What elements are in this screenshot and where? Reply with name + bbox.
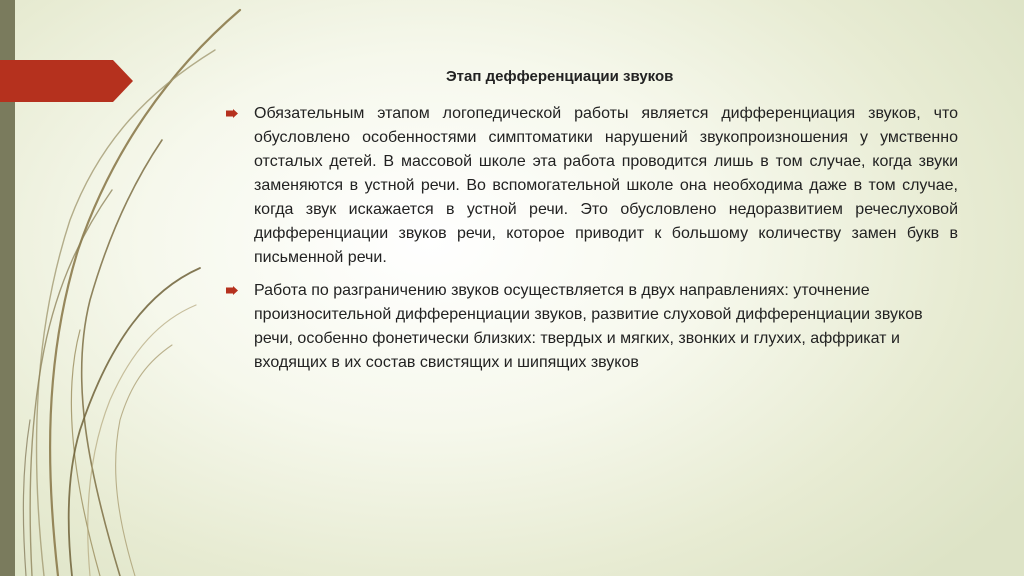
accent-arrow-banner — [0, 0, 140, 110]
arrow-bullet-icon — [226, 286, 238, 295]
arrow-bullet-icon — [226, 109, 238, 118]
bullet-item — [254, 279, 958, 375]
bullet-text: Обязательным этапом логопедической работы является дифференциация звуков, что обусловлено особенностями симптоматики нарушений звукопроизношения у умственно отсталых детей. В массовой школе эта работа проводится лишь в том случае, когда звуки заменяются в устной речи. Во вспомогательной школе она необходима даже в том случае, когда звук искажается в устной речи. Это обусловлено недоразвитием речеслуховой дифференциации звуков речи, которое приводит к большому количеству замен букв в письменной речи. — [254, 105, 958, 266]
bullet-list — [254, 102, 958, 384]
bullet-text: Работа по разграничению звуков осуществляется в двух направлениях: уточнение произносительной дифференциации звуков, развитие слуховой дифференциации звуков речи, особенно фонетически близких: твердых и мягких, звонких и глухих, аффрикат и входящих в их состав свистящих и шипящих звуков — [254, 282, 923, 371]
bullet-item — [254, 102, 958, 270]
slide-title: Этап дефференциации звуков — [446, 68, 674, 85]
